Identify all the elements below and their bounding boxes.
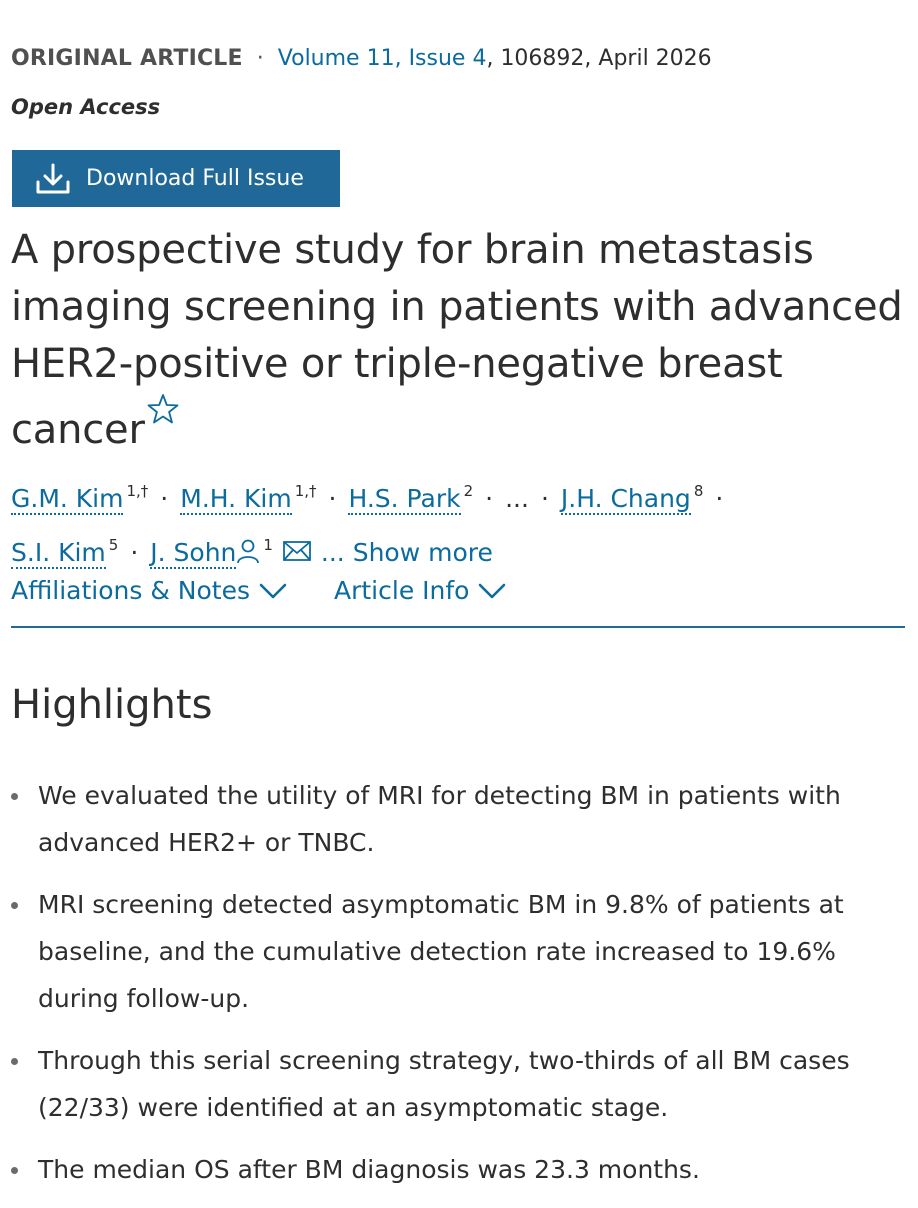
chevron-down-icon xyxy=(258,581,288,601)
author-link[interactable]: G.M. Kim xyxy=(11,484,124,513)
article-number-date: , 106892, April 2026 xyxy=(486,46,712,71)
download-button-label: Download Full Issue xyxy=(86,166,304,191)
show-more-authors-link[interactable]: ... Show more xyxy=(320,538,493,567)
open-access-label: Open Access xyxy=(11,95,161,119)
volume-issue-link[interactable]: Volume 11, Issue 4 xyxy=(277,46,487,71)
author-affiliation: 1 xyxy=(263,536,273,554)
author-link[interactable]: J.H. Chang xyxy=(560,484,691,513)
highlight-item xyxy=(11,1146,905,1193)
highlight-text: MRI screening detected asymptomatic BM in 9.8% of patients at baseline, and the cumulative detection rate increased to 19.6% during follow-up. xyxy=(38,890,844,1013)
author-affiliation: 5 xyxy=(108,536,119,554)
author-separator: · xyxy=(328,484,337,513)
person-icon xyxy=(236,538,260,564)
tab-affiliations-label: Affiliations & Notes xyxy=(11,576,250,605)
authors-ellipsis: ... xyxy=(505,484,529,513)
article-meta xyxy=(11,46,712,71)
bullet-icon xyxy=(11,793,18,800)
author-affiliation: 1,† xyxy=(126,482,149,500)
star-outline-icon[interactable] xyxy=(147,393,179,425)
download-full-issue-button[interactable] xyxy=(12,150,340,207)
tab-article-info-label: Article Info xyxy=(334,576,470,605)
author-separator: · xyxy=(130,538,139,567)
author-separator: · xyxy=(540,484,549,513)
tab-article-info[interactable] xyxy=(334,576,507,605)
bullet-icon xyxy=(11,902,18,909)
bullet-icon xyxy=(11,1058,18,1065)
download-icon xyxy=(34,162,72,196)
author-affiliation: 1,† xyxy=(294,482,317,500)
author-link[interactable]: H.S. Park xyxy=(348,484,461,513)
highlights-list xyxy=(11,772,905,1208)
article-type: ORIGINAL ARTICLE xyxy=(11,46,243,71)
author-link[interactable]: J. Sohn xyxy=(150,538,237,567)
author-link[interactable]: S.I. Kim xyxy=(11,538,106,567)
highlight-item xyxy=(11,772,905,866)
author-link[interactable]: M.H. Kim xyxy=(180,484,292,513)
highlight-item xyxy=(11,881,905,1022)
chevron-down-icon xyxy=(477,581,507,601)
tab-affiliations-notes[interactable] xyxy=(11,576,288,605)
highlight-text: We evaluated the utility of MRI for detecting BM in patients with advanced HER2+ or TNBC. xyxy=(38,781,841,857)
author-affiliation: 8 xyxy=(693,482,704,500)
author-separator: · xyxy=(715,484,724,513)
meta-separator: · xyxy=(256,46,264,71)
header-divider xyxy=(11,626,905,628)
highlight-text: Through this serial screening strategy, two-thirds of all BM cases (22/33) were identified at an asymptomatic stage. xyxy=(38,1046,850,1122)
article-title xyxy=(11,222,905,459)
author-separator: · xyxy=(160,484,169,513)
highlight-text: The median OS after BM diagnosis was 23.3 months. xyxy=(38,1155,700,1184)
bullet-icon xyxy=(11,1167,18,1174)
author-separator: · xyxy=(485,484,494,513)
article-title-text: A prospective study for brain metastasis imaging screening in patients with advanced HER2-positive or triple-negative breast cancer xyxy=(11,227,903,453)
mail-icon[interactable] xyxy=(281,538,313,564)
author-affiliation: 2 xyxy=(463,482,474,500)
article-tabs xyxy=(11,576,507,605)
highlights-heading: Highlights xyxy=(11,682,213,728)
author-list xyxy=(11,468,905,576)
highlight-item xyxy=(11,1037,905,1131)
